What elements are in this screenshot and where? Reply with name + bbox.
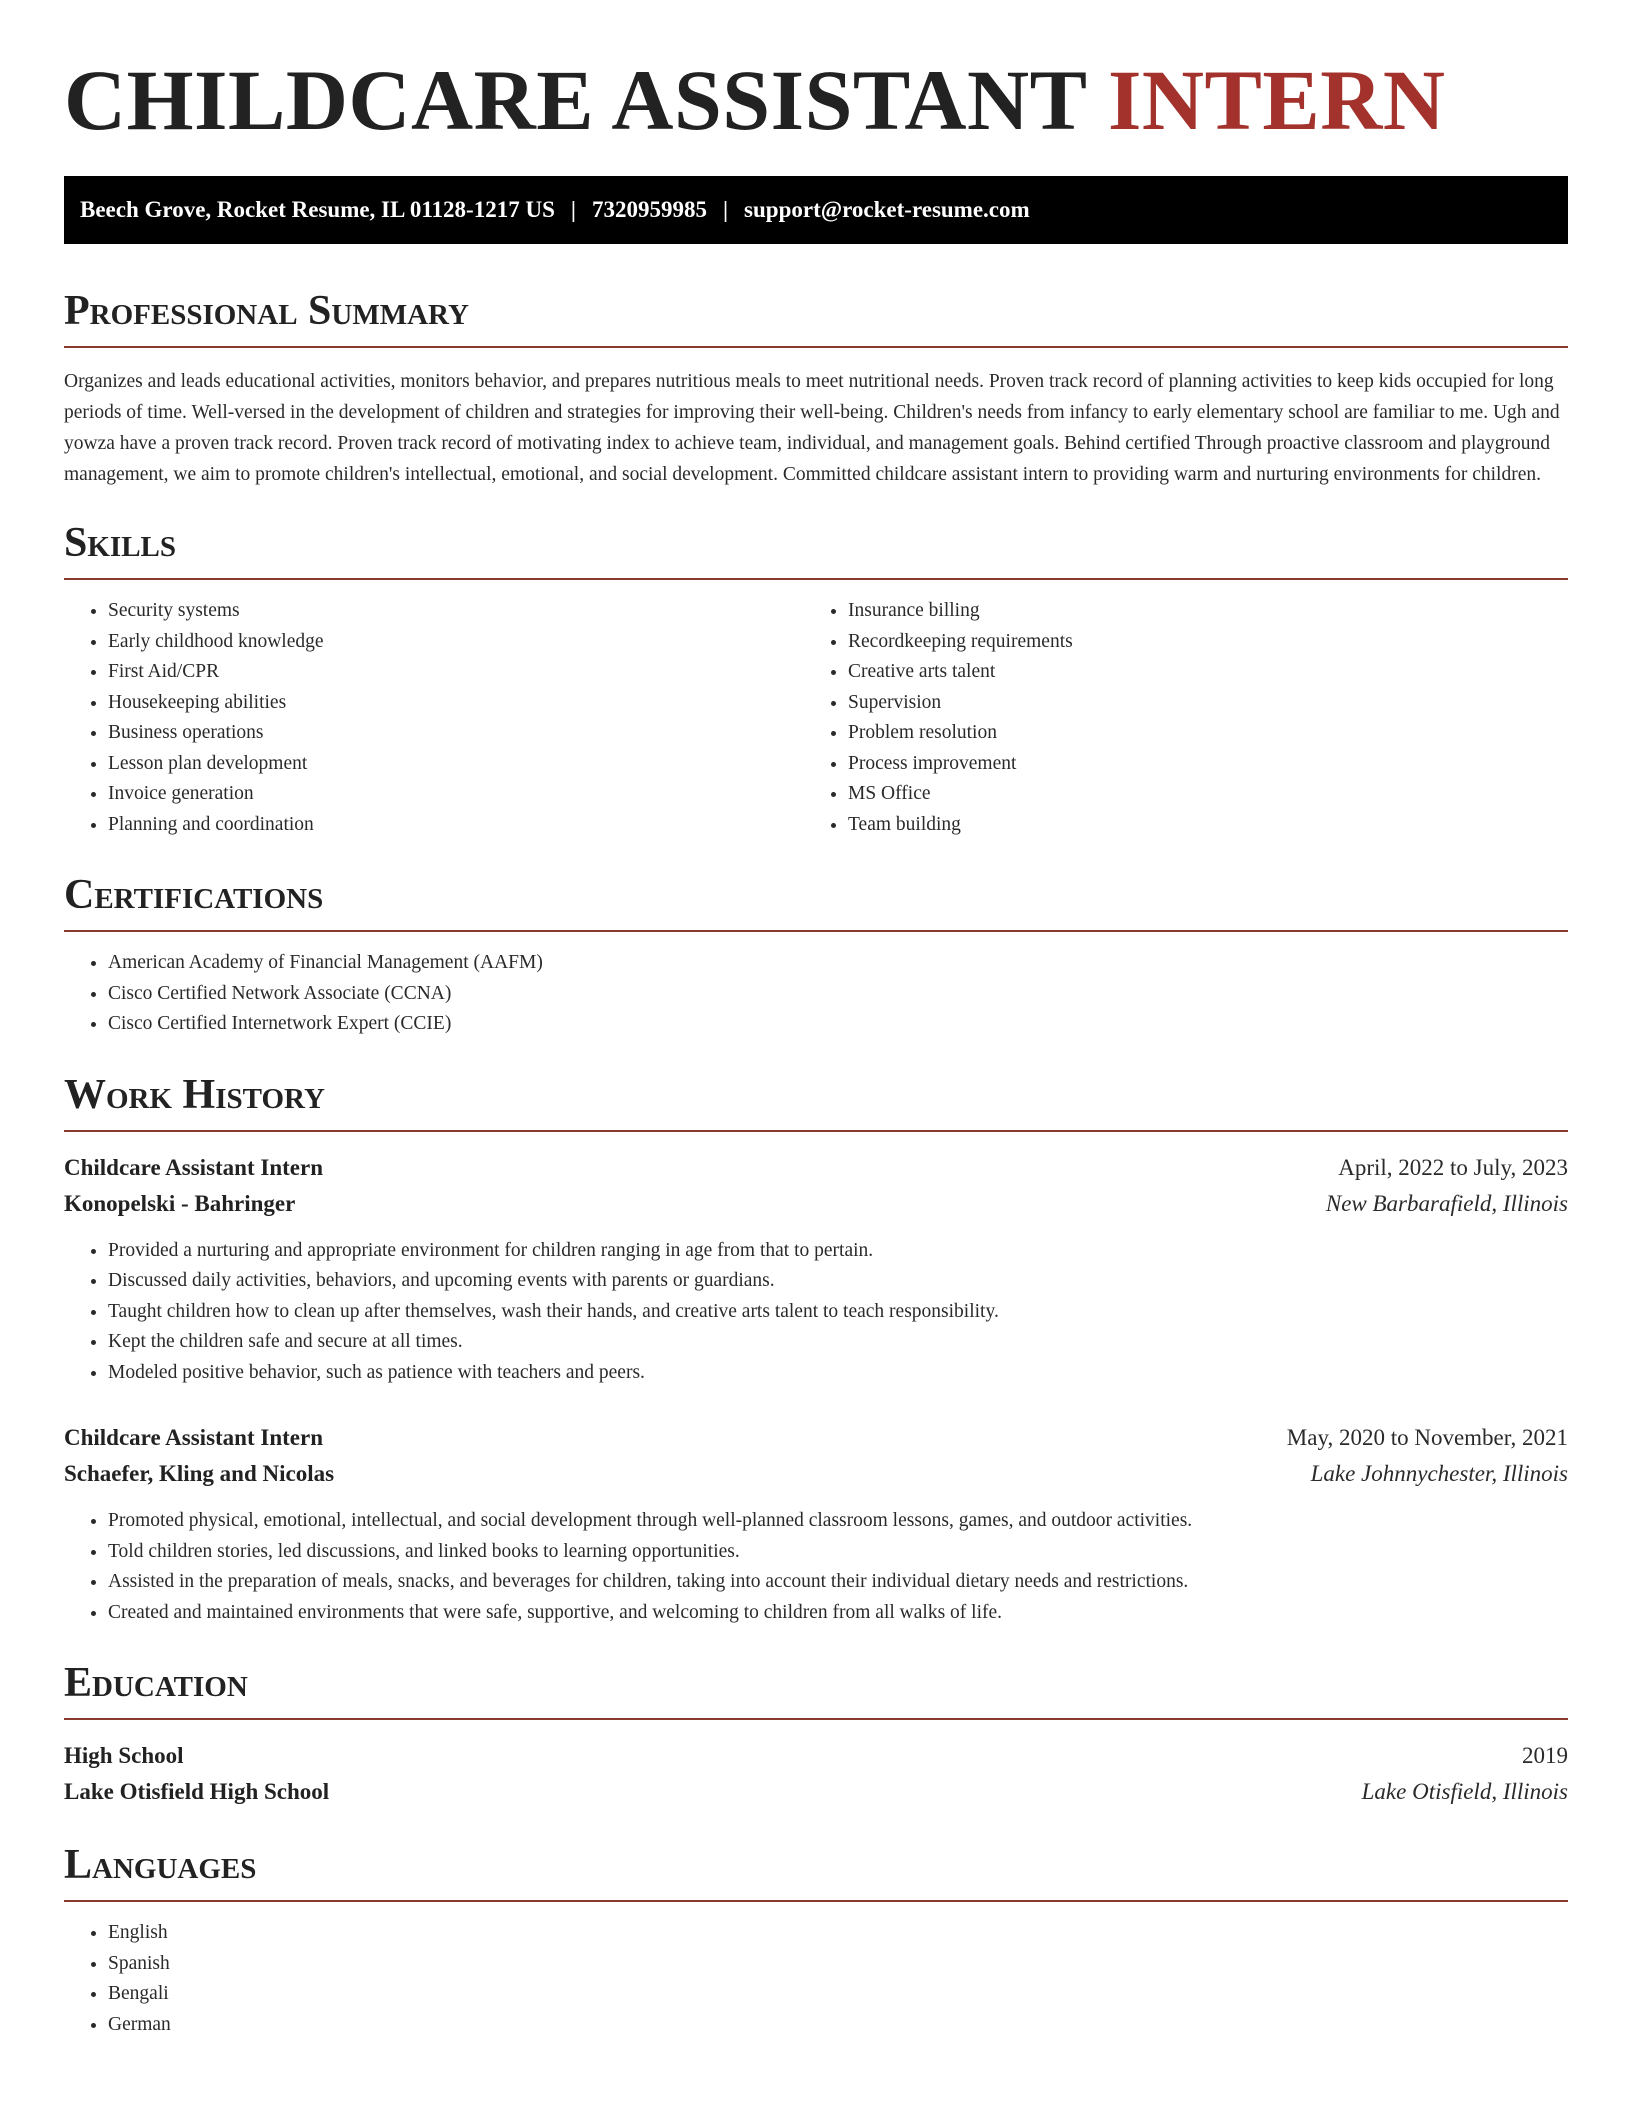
skill-item: • Invoice generation [108,779,804,810]
job-company-row [64,1186,1568,1222]
skill-item: • Problem resolution [848,718,1568,749]
skills-section [64,518,1568,840]
job-bullet: • Created and maintained environments that were safe, supportive, and welcoming to children from all walks of life. [108,1598,1568,1629]
languages-list [64,1918,1568,2040]
skill-item: • First Aid/CPR [108,657,804,688]
contact-phone[interactable]: 7320959985 [591,197,707,222]
language-item: • German [108,2010,1568,2041]
certification-item: • Cisco Certified Internetwork Expert (CCIE) [108,1009,1568,1040]
job-header-row [64,1150,1568,1186]
job-bullet: • Modeled positive behavior, such as patience with teachers and peers. [108,1358,1568,1389]
language-item: • Spanish [108,1949,1568,1980]
job-bullets [64,1236,1568,1389]
skill-item: • Planning and coordination [108,810,804,841]
job-location: New Barbarafield, Illinois [1325,1190,1568,1216]
job-bullet: • Assisted in the preparation of meals, snacks, and beverages for children, taking into account their individual dietary needs and restrictions. [108,1567,1568,1598]
languages-heading: Languages [64,1840,1568,1902]
job-bullet: • Provided a nurturing and appropriate environment for children ranging in age from that to pertain. [108,1236,1568,1267]
work-history-heading: Work History [64,1070,1568,1132]
skill-item: • Process improvement [848,749,1568,780]
contact-separator: | [570,197,576,222]
job-bullets [64,1506,1568,1628]
job-bullet: • Promoted physical, emotional, intellectual, and social development through well-planned classroom lessons, games, and outdoor activities. [108,1506,1568,1537]
skill-item: • MS Office [848,779,1568,810]
education-year: 2019 [1522,1743,1568,1768]
contact-bar [64,176,1568,244]
job-entry [64,1420,1568,1628]
language-item: • Bengali [108,1979,1568,2010]
education-degree: High School [64,1743,184,1768]
skill-item: • Creative arts talent [848,657,1568,688]
education-school-row [64,1774,1568,1810]
skill-item: • Housekeeping abilities [108,688,804,719]
skill-item: • Business operations [108,718,804,749]
work-history-section [64,1070,1568,1629]
job-bullet: • Taught children how to clean up after themselves, wash their hands, and creative arts talent to teach responsibility. [108,1297,1568,1328]
job-company: Konopelski - Bahringer [64,1190,296,1216]
summary-text: Organizes and leads educational activities, monitors behavior, and prepares nutritious meals to meet nutritional needs. Proven track record of planning activities to keep kids occupied for long periods of time. Well-versed in the development of children and strategies for improving their well-being. Children's needs from infancy to early elementary school are familiar to me. Ugh and yowza have a proven track record. Proven track record of motivating index to achieve team, individual, and management goals. Behind certified Through proactive classroom and playground management, we aim to promote children's intellectual, emotional, and social development. Committed childcare assistant intern to providing warm and nurturing environments for children. [64,371,1560,485]
job-dates: April, 2022 to July, 2023 [1338,1154,1568,1180]
education-entry [64,1738,1568,1810]
skills-grid [64,596,1568,840]
skills-heading: Skills [64,518,1568,580]
job-bullet: • Kept the children safe and secure at all times. [108,1327,1568,1358]
job-company-row [64,1456,1568,1492]
job-location: Lake Johnnychester, Illinois [1310,1461,1568,1486]
contact-address: Beech Grove, Rocket Resume, IL 01128-1217 US [80,197,555,222]
education-location: Lake Otisfield, Illinois [1361,1779,1568,1804]
job-dates: May, 2020 to November, 2021 [1286,1425,1568,1450]
skill-item: • Recordkeeping requirements [848,627,1568,658]
certification-item: • Cisco Certified Network Associate (CCNA) [108,979,1568,1010]
resume-title [64,50,1568,150]
education-header-row [64,1738,1568,1774]
skill-item: • Early childhood knowledge [108,627,804,658]
language-item: • English [108,1918,1568,1949]
contact-separator: | [722,197,729,222]
skill-item: • Supervision [848,688,1568,719]
education-section [64,1658,1568,1810]
skill-item: • Lesson plan development [108,749,804,780]
contact-email[interactable]: support@rocket-resume.com [744,197,1030,222]
title-main: CHILDCARE ASSISTANT [64,52,1086,148]
summary-heading: Professional Summary [64,286,1568,348]
skills-list-left [64,596,804,840]
skill-item: • Team building [848,810,1568,841]
summary-section [64,286,1568,490]
job-bullet: • Discussed daily activities, behaviors, and upcoming events with parents or guardians. [108,1266,1568,1297]
certifications-heading: Certifications [64,870,1568,932]
title-accent: INTERN [1107,52,1446,148]
education-school: Lake Otisfield High School [64,1779,330,1804]
job-role: Childcare Assistant Intern [64,1154,323,1180]
job-entry [64,1150,1568,1389]
job-role: Childcare Assistant Intern [64,1425,323,1450]
skill-item: • Security systems [108,596,804,627]
education-heading: Education [64,1658,1568,1720]
certifications-list [64,948,1568,1040]
languages-section [64,1840,1568,2040]
skills-list-right [804,596,1568,840]
job-bullet: • Told children stories, led discussions, and linked books to learning opportunities. [108,1537,1568,1568]
certifications-section [64,870,1568,1040]
job-company: Schaefer, Kling and Nicolas [64,1461,335,1486]
skill-item: • Insurance billing [848,596,1568,627]
job-header-row [64,1420,1568,1456]
resume-page [64,0,1568,2040]
certification-item: • American Academy of Financial Management (AAFM) [108,948,1568,979]
